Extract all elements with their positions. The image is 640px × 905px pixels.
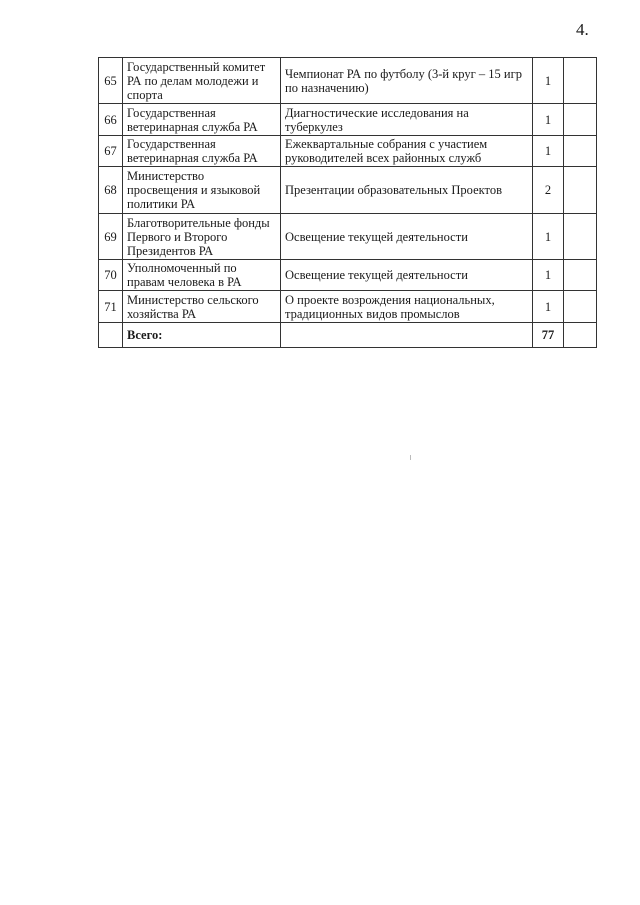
empty-cell [564,291,597,323]
count-cell: 1 [533,104,564,136]
row-number: 65 [99,58,123,104]
empty-cell [564,260,597,291]
events-table [98,57,597,348]
empty-cell [564,136,597,167]
table-row [99,136,597,167]
scan-artifact [410,455,411,460]
organization-cell: Министерство просвещения и языковой политики РА [123,167,281,214]
count-cell: 1 [533,260,564,291]
row-number: 69 [99,214,123,260]
organization-cell: Государственная ветеринарная служба РА [123,136,281,167]
event-cell: Ежеквартальные собрания с участием руководителей всех районных служб [281,136,533,167]
count-cell: 1 [533,136,564,167]
empty-cell [99,323,123,348]
count-cell: 1 [533,291,564,323]
count-cell: 1 [533,58,564,104]
table-row [99,104,597,136]
empty-cell [564,58,597,104]
organization-cell: Государственная ветеринарная служба РА [123,104,281,136]
count-cell: 1 [533,214,564,260]
event-cell: Чемпионат РА по футболу (3-й круг – 15 игр по назначению) [281,58,533,104]
organization-cell: Уполномоченный по правам человека в РА [123,260,281,291]
table-row [99,214,597,260]
event-cell: О проекте возрождения национальных, традиционных видов промыслов [281,291,533,323]
organization-cell: Благотворительные фонды Первого и Второго Президентов РА [123,214,281,260]
count-cell: 2 [533,167,564,214]
organization-cell: Министерство сельского хозяйства РА [123,291,281,323]
total-count: 77 [533,323,564,348]
row-number: 71 [99,291,123,323]
event-cell: Освещение текущей деятельности [281,214,533,260]
row-number: 70 [99,260,123,291]
row-number: 67 [99,136,123,167]
page-number: 4. [576,20,589,39]
organization-cell: Государственный комитет РА по делам молодежи и спорта [123,58,281,104]
row-number: 66 [99,104,123,136]
empty-cell [564,167,597,214]
table-row [99,167,597,214]
total-label: Всего: [123,323,281,348]
empty-cell [564,214,597,260]
empty-cell [564,323,597,348]
row-number: 68 [99,167,123,214]
event-cell: Освещение текущей деятельности [281,260,533,291]
table-row [99,260,597,291]
table-row [99,291,597,323]
event-cell: Диагностические исследования на туберкулез [281,104,533,136]
event-cell: Презентации образовательных Проектов [281,167,533,214]
table-row [99,58,597,104]
total-row [99,323,597,348]
empty-cell [564,104,597,136]
empty-cell [281,323,533,348]
